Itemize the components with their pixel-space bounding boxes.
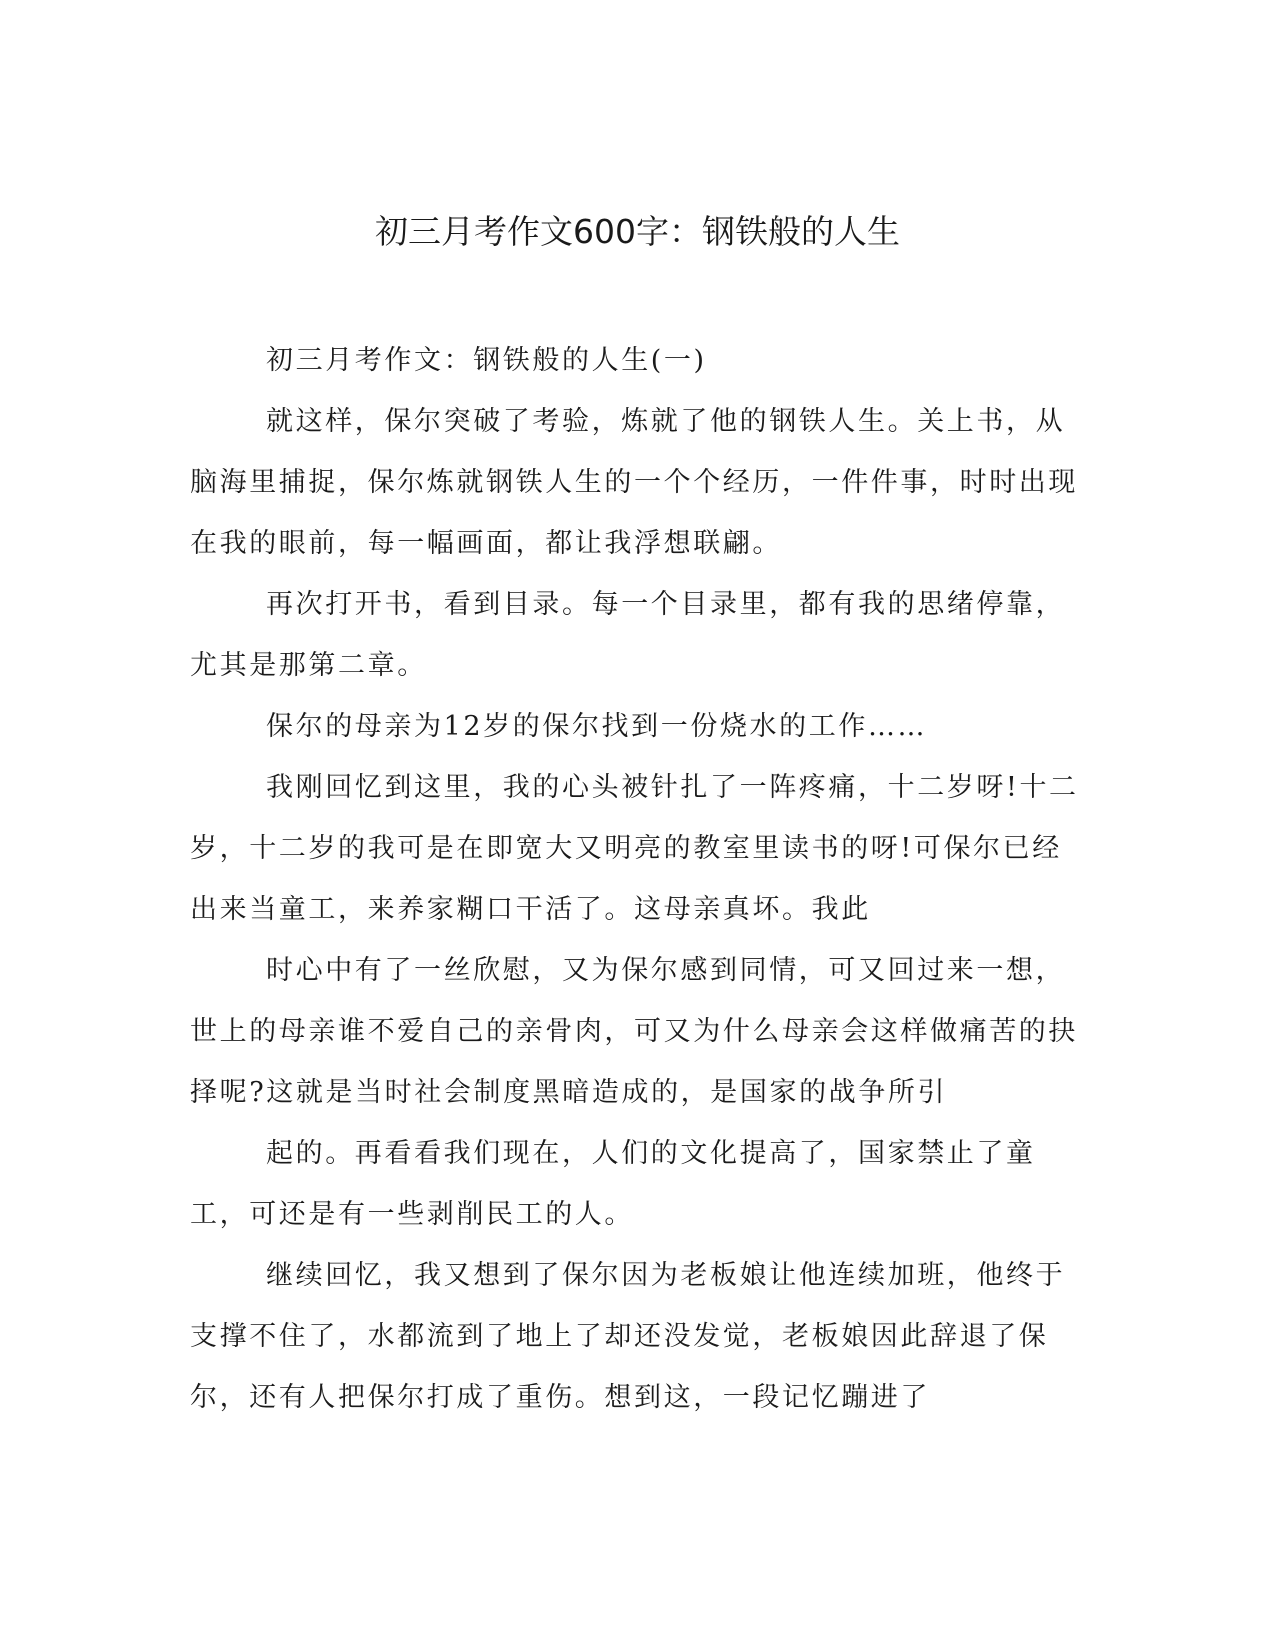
- body-paragraph: 保尔的母亲为12岁的保尔找到一份烧水的工作……: [266, 711, 928, 742]
- subtitle-paragraph: 初三月考作文：钢铁般的人生(一): [266, 345, 707, 376]
- body-paragraph: 起的。再看看我们现在，人们的文化提高了，国家禁止了童工，可还是有一些剥削民工的人。: [190, 1138, 1036, 1230]
- document-body: [190, 330, 1080, 1428]
- page-title: 初三月考作文600字：钢铁般的人生: [375, 212, 900, 251]
- body-paragraph: 继续回忆，我又想到了保尔因为老板娘让他连续加班，他终于支撑不住了，水都流到了地上了却还没发觉，老板娘因此辞退了保尔，还有人把保尔打成了重伤。想到这，一段记忆蹦进了: [190, 1260, 1066, 1413]
- body-paragraph: 时心中有了一丝欣慰，又为保尔感到同情，可又回过来一想，世上的母亲谁不爱自己的亲骨肉，可又为什么母亲会这样做痛苦的抉择呢?这就是当时社会制度黑暗造成的，是国家的战争所引: [190, 955, 1078, 1108]
- body-paragraph: 再次打开书，看到目录。每一个目录里，都有我的思绪停靠，尤其是那第二章。: [190, 589, 1066, 681]
- body-paragraph: 就这样，保尔突破了考验，炼就了他的钢铁人生。关上书，从脑海里捕捉，保尔炼就钢铁人生的一个个经历，一件件事，时时出现在我的眼前，每一幅画面，都让我浮想联翩。: [190, 406, 1078, 559]
- body-paragraph: 我刚回忆到这里，我的心头被针扎了一阵疼痛，十二岁呀!十二岁，十二岁的我可是在即宽大又明亮的教室里读书的呀!可保尔已经出来当童工，来养家糊口干活了。这母亲真坏。我此: [190, 772, 1079, 925]
